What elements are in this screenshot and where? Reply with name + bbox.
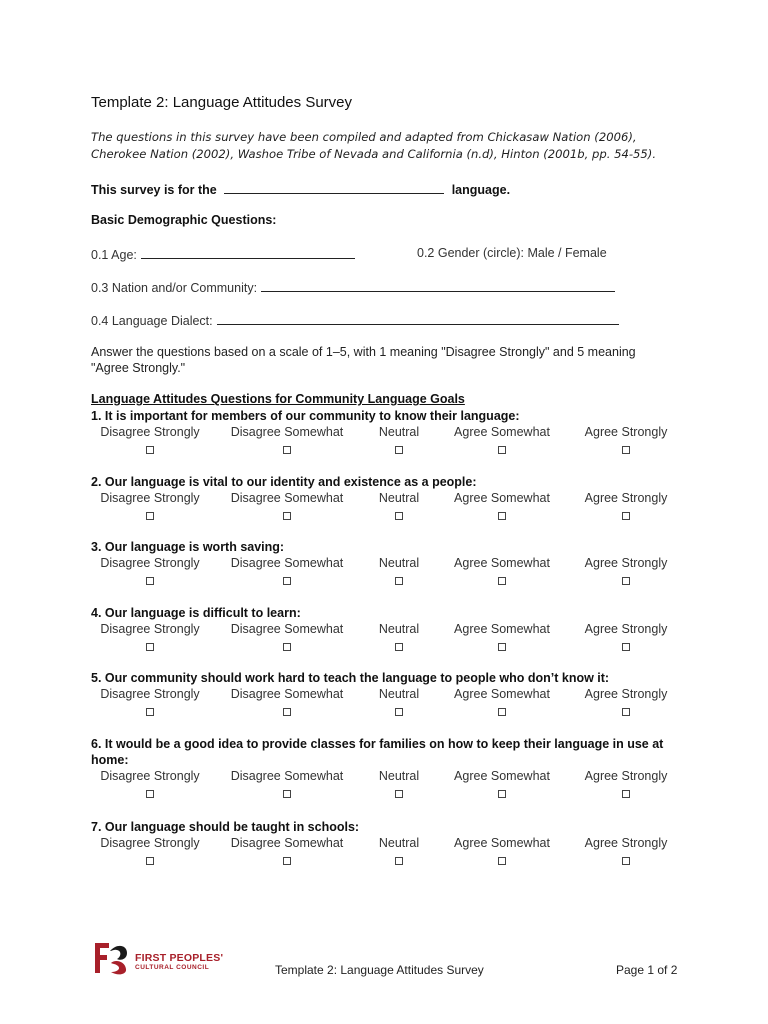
rating-checkbox[interactable] (498, 446, 506, 454)
rating-checkbox[interactable] (395, 790, 403, 798)
intro-note: The questions in this survey have been compiled and adapted from Chickasaw Nation (2006), Cherokee Nation (2002), Washoe Tribe of Nevada and California (n.d), Hinton (2001b, pp. 54-55). (91, 130, 657, 161)
page-number: Page 1 of 2 (616, 963, 678, 977)
option-label: Disagree Somewhat (230, 425, 344, 439)
demographic-heading: Basic Demographic Questions: (91, 213, 277, 227)
rating-options (91, 424, 681, 458)
question-6 (91, 736, 681, 802)
option-label: Agree Somewhat (454, 491, 550, 505)
option-label: Neutral (378, 836, 420, 850)
option-label: Agree Strongly (584, 687, 668, 701)
survey-for-suffix: language. (451, 183, 511, 197)
footer-logo (93, 939, 223, 979)
option-label: Neutral (378, 556, 420, 570)
option-label: Agree Somewhat (454, 622, 550, 636)
question-2 (91, 474, 681, 524)
question-3 (91, 539, 681, 589)
rating-options (91, 686, 681, 720)
option-label: Agree Somewhat (454, 836, 550, 850)
rating-checkbox[interactable] (622, 512, 630, 520)
rating-options (91, 835, 681, 869)
rating-options (91, 555, 681, 589)
page-title: Template 2: Language Attitudes Survey (91, 94, 353, 111)
rating-checkbox[interactable] (283, 577, 291, 585)
logo-line1: FIRST PEOPLES' (135, 952, 224, 964)
option-label: Agree Strongly (584, 491, 668, 505)
option-label: Agree Strongly (584, 836, 668, 850)
question-text: 3. Our language is worth saving: (91, 540, 285, 554)
rating-checkbox[interactable] (283, 643, 291, 651)
option-label: Agree Somewhat (454, 425, 550, 439)
language-blank-field[interactable] (224, 181, 444, 194)
option-label: Neutral (378, 769, 420, 783)
rating-checkbox[interactable] (146, 708, 154, 716)
rating-checkbox[interactable] (622, 446, 630, 454)
option-label: Disagree Strongly (100, 556, 200, 570)
rating-options (91, 490, 681, 524)
dialect-blank-field[interactable] (217, 312, 619, 325)
rating-options (91, 768, 681, 802)
rating-checkbox[interactable] (622, 708, 630, 716)
question-text: 4. Our language is difficult to learn: (91, 606, 301, 620)
option-label: Agree Strongly (584, 556, 668, 570)
rating-checkbox[interactable] (146, 790, 154, 798)
rating-checkbox[interactable] (283, 708, 291, 716)
option-label: Disagree Strongly (100, 491, 200, 505)
survey-for-line (91, 181, 510, 197)
rating-checkbox[interactable] (395, 577, 403, 585)
nation-blank-field[interactable] (261, 279, 615, 292)
rating-checkbox[interactable] (498, 512, 506, 520)
option-label: Disagree Strongly (100, 769, 200, 783)
rating-checkbox[interactable] (395, 643, 403, 651)
rating-checkbox[interactable] (146, 857, 154, 865)
rating-checkbox[interactable] (622, 790, 630, 798)
question-1 (91, 408, 681, 458)
option-label: Disagree Somewhat (230, 622, 344, 636)
question-7 (91, 819, 681, 869)
rating-checkbox[interactable] (498, 708, 506, 716)
option-label: Disagree Somewhat (230, 556, 344, 570)
rating-checkbox[interactable] (146, 446, 154, 454)
rating-checkbox[interactable] (622, 577, 630, 585)
rating-checkbox[interactable] (146, 512, 154, 520)
scale-instructions: Answer the questions based on a scale of 1–5, with 1 meaning "Disagree Strongly" and 5 meaning "Agree Strongly." (91, 345, 636, 375)
rating-checkbox[interactable] (395, 446, 403, 454)
rating-checkbox[interactable] (498, 577, 506, 585)
age-field-row (91, 246, 355, 262)
option-label: Agree Somewhat (454, 556, 550, 570)
nation-label: 0.3 Nation and/or Community: (91, 281, 258, 295)
footer-title: Template 2: Language Attitudes Survey (275, 963, 484, 977)
rating-checkbox[interactable] (395, 708, 403, 716)
survey-for-prefix: This survey is for the (91, 183, 217, 197)
option-label: Neutral (378, 425, 420, 439)
question-text: 2. Our language is vital to our identity and existence as a people: (91, 475, 477, 489)
option-label: Disagree Strongly (100, 687, 200, 701)
logo-line2: CULTURAL COUNCIL (135, 964, 210, 971)
rating-checkbox[interactable] (498, 643, 506, 651)
option-label: Agree Strongly (584, 769, 668, 783)
rating-checkbox[interactable] (283, 790, 291, 798)
rating-checkbox[interactable] (622, 857, 630, 865)
option-label: Neutral (378, 687, 420, 701)
nation-field-row (91, 279, 615, 295)
option-label: Disagree Somewhat (230, 491, 344, 505)
option-label: Agree Somewhat (454, 687, 550, 701)
option-label: Disagree Strongly (100, 622, 200, 636)
rating-checkbox[interactable] (395, 857, 403, 865)
option-label: Disagree Strongly (100, 425, 200, 439)
option-label: Agree Somewhat (454, 769, 550, 783)
question-5 (91, 670, 681, 720)
option-label: Agree Strongly (584, 425, 668, 439)
rating-checkbox[interactable] (146, 643, 154, 651)
gender-field: 0.2 Gender (circle): Male / Female (417, 246, 607, 260)
rating-checkbox[interactable] (622, 643, 630, 651)
option-label: Disagree Somewhat (230, 769, 344, 783)
rating-checkbox[interactable] (498, 857, 506, 865)
dialect-label: 0.4 Language Dialect: (91, 314, 213, 328)
question-text: 7. Our language should be taught in schools: (91, 820, 360, 834)
option-label: Neutral (378, 491, 420, 505)
rating-checkbox[interactable] (395, 512, 403, 520)
question-4 (91, 605, 681, 655)
age-blank-field[interactable] (141, 246, 355, 259)
rating-options (91, 621, 681, 655)
dialect-field-row (91, 312, 619, 328)
rating-checkbox[interactable] (146, 577, 154, 585)
section-heading: Language Attitudes Questions for Community Language Goals (91, 392, 465, 406)
option-label: Disagree Somewhat (230, 836, 344, 850)
question-text: 5. Our community should work hard to teach the language to people who don’t know it: (91, 671, 610, 685)
option-label: Neutral (378, 622, 420, 636)
fpcc-logo-icon (93, 939, 131, 977)
question-text: 6. It would be a good idea to provide classes for families on how to keep their language in use at home: (91, 737, 664, 767)
option-label: Agree Strongly (584, 622, 668, 636)
option-label: Disagree Somewhat (230, 687, 344, 701)
question-text: 1. It is important for members of our community to know their language: (91, 409, 520, 423)
option-label: Disagree Strongly (100, 836, 200, 850)
rating-checkbox[interactable] (498, 790, 506, 798)
rating-checkbox[interactable] (283, 857, 291, 865)
rating-checkbox[interactable] (283, 512, 291, 520)
rating-checkbox[interactable] (283, 446, 291, 454)
age-label: 0.1 Age: (91, 248, 137, 262)
